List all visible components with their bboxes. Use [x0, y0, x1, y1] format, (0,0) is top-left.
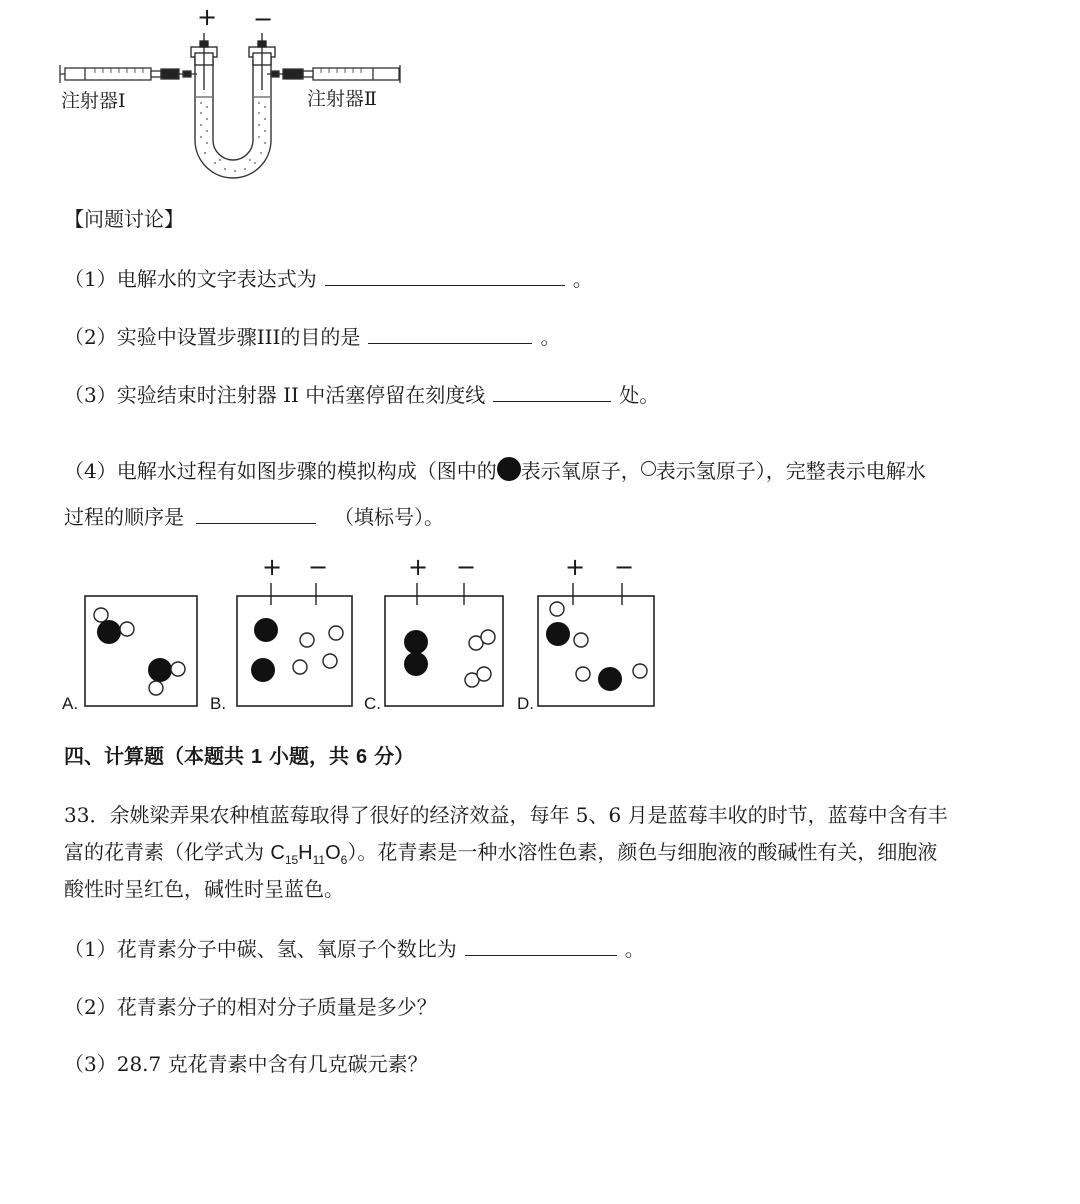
question-4-line-2-start: 过程的顺序是	[64, 505, 184, 529]
diagram-label-b: B.	[210, 694, 227, 713]
diagram-b	[237, 583, 352, 706]
section-4-points: 6	[356, 746, 368, 768]
section-4-question-count: 1	[250, 746, 263, 768]
question-33-sub-3: （3）28.7 克花青素中含有几克碳元素？	[64, 1052, 428, 1076]
anode-plus-sign: +	[197, 3, 218, 31]
diagram-d-minus: −	[614, 553, 635, 581]
section-4-heading-mid: 小题，共	[262, 744, 357, 768]
answer-blank-2[interactable]	[368, 323, 532, 344]
question-33-sub-1-text: （1）花青素分子中碳、氢、氧原子个数比为	[64, 937, 457, 961]
syringe-2-label: 注射器Ⅱ	[307, 88, 377, 110]
molecule-diagrams	[60, 553, 680, 713]
section-4-heading-post: 分）	[367, 744, 415, 768]
question-4-line-1	[64, 457, 926, 485]
question-3-text: （3）实验结束时注射器 II 中活塞停留在刻度线	[64, 383, 486, 407]
diagram-c	[385, 583, 503, 706]
question-1	[64, 265, 593, 293]
hydrogen-atom-legend-icon	[641, 461, 656, 476]
question-33-line-2	[64, 838, 937, 874]
question-33-sub-1-end: 。	[624, 937, 645, 961]
answer-blank-1[interactable]	[325, 265, 565, 286]
question-33-sub-2: （2）花青素分子的相对分子质量是多少？	[64, 995, 437, 1019]
formula-c: C	[270, 842, 285, 864]
question-33-line-2-pre: 富的花青素（化学式为	[64, 840, 271, 864]
discussion-heading: 【问题讨论】	[64, 207, 184, 231]
question-1-end: 。	[572, 267, 593, 291]
formula-c-sub: 15	[284, 853, 299, 867]
diagram-a	[85, 596, 197, 706]
diagram-c-minus: −	[456, 553, 477, 581]
question-33-line-2-post: ）。花青素是一种水溶性色素，颜色与细胞液的酸碱性有关，细胞液	[347, 840, 938, 864]
section-4-heading	[64, 742, 414, 771]
question-4-line-2	[64, 503, 444, 531]
question-33-sub-1	[64, 935, 645, 963]
formula-h: H	[298, 842, 313, 864]
question-2-end: 。	[540, 325, 561, 349]
question-33-line-1: 33．余姚梁弄果农种植蓝莓取得了很好的经济效益，每年 5、6 月是蓝莓丰收的时节，蓝莓中含有丰	[64, 803, 948, 827]
diagram-label-a: A.	[62, 694, 79, 713]
question-4-part-1: （4）电解水过程有如图步骤的模拟构成（图中的	[64, 459, 497, 483]
question-2	[64, 323, 560, 351]
diagram-label-d: D.	[517, 694, 534, 713]
chemical-formula	[270, 842, 348, 867]
syringe-1-label: 注射器Ⅰ	[61, 90, 126, 112]
question-33-line-3: 酸性时呈红色，碱性时呈蓝色。	[64, 877, 344, 901]
electrolysis-apparatus-figure	[55, 3, 405, 180]
question-4-part-2: 表示氧原子，	[520, 459, 641, 483]
diagram-b-minus: −	[308, 553, 329, 581]
diagram-label-c: C.	[364, 694, 381, 713]
question-3	[64, 381, 659, 409]
diagram-d-plus: +	[565, 553, 586, 581]
question-4-line-2-end: （填标号）。	[334, 505, 444, 529]
question-3-end: 处。	[619, 383, 660, 407]
question-2-text: （2）实验中设置步骤III的目的是	[64, 325, 361, 349]
question-4-part-3: 表示氢原子），完整表示电解水	[655, 459, 926, 483]
diagram-d	[538, 583, 654, 706]
oxygen-atom-legend-icon	[497, 457, 521, 481]
diagram-b-plus: +	[262, 553, 283, 581]
answer-blank-4[interactable]	[196, 503, 316, 524]
answer-blank-3[interactable]	[493, 381, 611, 402]
section-4-heading-pre: 四、计算题（本题共	[64, 744, 251, 768]
cathode-minus-sign: −	[253, 5, 274, 33]
diagram-c-plus: +	[408, 553, 429, 581]
formula-o-sub: 6	[340, 853, 348, 867]
formula-h-sub: 11	[312, 853, 326, 867]
question-1-text: （1）电解水的文字表达式为	[64, 267, 317, 291]
formula-o: O	[325, 842, 341, 864]
answer-blank-33-1[interactable]	[465, 935, 617, 956]
